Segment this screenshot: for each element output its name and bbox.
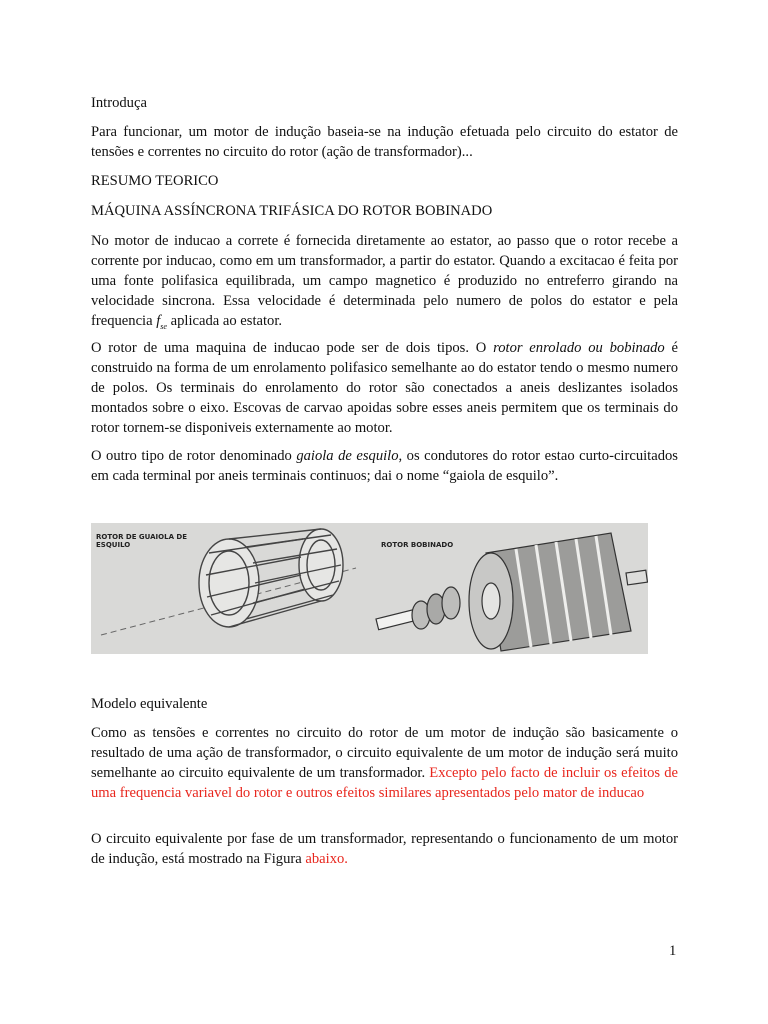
paragraph-rotor-tipos — [91, 338, 678, 438]
paragraph-gaiola-rest: , os condutores do rotor estao curto-circuitados em cada terminal por aneis terminais continuos; dai o nome “gaiola de esquilo”. — [91, 448, 678, 484]
gaiola-term: gaiola de esquilo — [296, 448, 399, 464]
heading-maquina-assincrona: MÁQUINA ASSÍNCRONA TRIFÁSICA DO ROTOR BOBINADO — [91, 203, 493, 219]
wound-rotor-label: ROTOR BOBINADO — [381, 541, 454, 549]
squirrel-cage-label: ROTOR DE GUAIOLA DE ESQUILO — [96, 533, 188, 549]
page-number: 1 — [669, 943, 677, 959]
paragraph-modelo-text: Como as tensões e correntes no circuito do rotor de um motor de indução são basicamente o resultado de uma ação de transformador, o circuito equivalente de um motor de indução será muito semelhante ao circuito equivalente de um transformador. — [91, 725, 678, 781]
paragraph-gaiola — [91, 446, 678, 486]
frequency-symbol: f — [156, 313, 161, 329]
paragraph-circuito-text: O circuito equivalente por fase de um transformador, representando o funcionamento de um motor de indução, está mostrado na Figura — [91, 831, 678, 867]
heading-modelo-equivalente: Modelo equivalente — [91, 696, 208, 712]
intro-paragraph: Para funcionar, um motor de indução baseia-se na indução efetuada pelo circuito do estator de tensões e correntes no circuito do rotor (ação de transformador)... — [91, 124, 678, 160]
paragraph-motor-inducao-text: No motor de inducao a correte é fornecida diretamente ao estator, ao passo que o rotor recebe a corrente por inducao, como em um transformador, a partir do estator. Quando a excitacao é feita por uma fonte polifasica equilibrada, um campo magnetico é produzido no entreferro girando na velocidade sincrona. Essa velocidade é determinada pelo numero de polos do estator e pela frequencia — [91, 233, 678, 329]
heading-introducao: Introduça — [91, 95, 147, 111]
frequency-subscript: se — [160, 321, 167, 331]
paragraph-modelo-highlight: Excepto pelo facto de incluir os efeitos de uma frequencia variavel do rotor e outros efeitos similares apresentados pelo mator de inducao — [91, 765, 678, 801]
rotor-figure — [91, 523, 648, 654]
wound-rotor-drawing — [376, 533, 647, 651]
paragraph-rotor-tipos-rest: é construido na forma de um enrolamento polifasico semelhante ao do estator tendo o mesmo numero de polos. Os terminais do enrolamento do rotor são conectados a aneis deslizantes isolados montados sobre o eixo. Escovas de carvao apoidas sobre esses aneis permitem que os terminais do rotor tornem-se disponiveis externamente ao motor. — [91, 340, 678, 436]
paragraph-gaiola-start: O outro tipo de rotor denominado — [91, 448, 297, 464]
paragraph-modelo — [91, 723, 678, 803]
paragraph-circuito — [91, 829, 678, 869]
paragraph-circuito-highlight: abaixo. — [305, 851, 348, 867]
paragraph-motor-inducao — [91, 231, 678, 337]
paragraph-motor-inducao-tail: aplicada ao estator. — [170, 313, 283, 329]
paragraph-rotor-tipos-start: O rotor de uma maquina de inducao pode ser de dois tipos. O — [91, 340, 494, 356]
rotor-bobinado-term: rotor enrolado ou bobinado — [493, 340, 665, 356]
heading-resumo-teorico: RESUMO TEORICO — [91, 173, 219, 189]
